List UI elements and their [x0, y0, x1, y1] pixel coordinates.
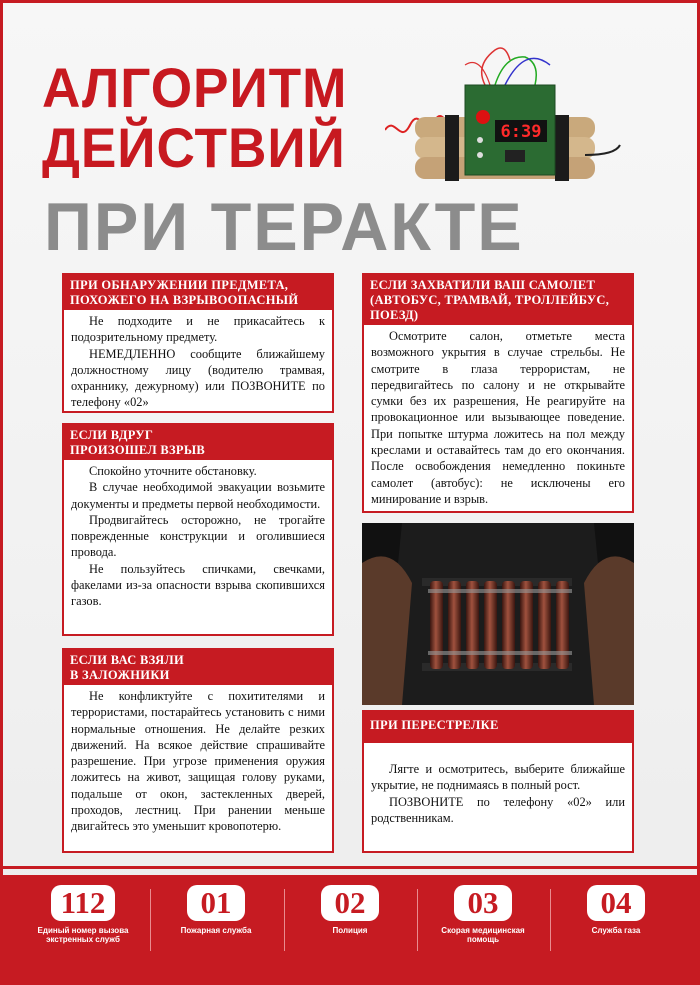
- hijack-text: Осмотрите салон, отметьте места возможного укрытия в случае стрельбы. Не смотрите в глаза террористам, не передвигайтесь по салону и не открывайте сумки без их разрешения, Не реагируйте на провокационное или вызывающее поведение. При попытке штурма ложитесь на пол между креслами и оставайтесь там до его окончания. После освобождения немедленно покиньте самолет (автобус): не исключены его минирование и взрыв.: [371, 329, 625, 506]
- hostage-heading: ЕСЛИ ВАС ВЗЯЛИ В ЗАЛОЖНИКИ: [64, 650, 332, 685]
- service-01: 01 Пожарная служба: [180, 885, 252, 935]
- bomb-timer-display: 6:39: [500, 122, 542, 142]
- suspicious-item-text-1: Не подходите и не прикасайтесь к подозрительному предмету.: [71, 314, 325, 345]
- shootout-text-2: ПОЗВОНИТЕ по телефону «02» или родственникам.: [371, 794, 625, 825]
- title-line-2: ДЕЙСТВИЙ: [42, 116, 346, 179]
- hostage-box: [62, 648, 334, 853]
- service-02: 02 Полиция: [290, 885, 410, 935]
- explosion-text-4: Не пользуйтесь спичками, свечками, факелами из-за опасности взрыва скопившихся газов.: [71, 561, 325, 609]
- suspicious-item-box: [62, 273, 334, 413]
- title-line-1: АЛГОРИТМ: [42, 56, 348, 119]
- emergency-numbers-footer: [3, 875, 697, 982]
- explosion-text-1: Спокойно уточните обстановку.: [89, 464, 257, 478]
- explosion-text-3: Продвигайтесь осторожно, не трогайте поврежденные конструкции и оголившиеся провода.: [71, 512, 325, 560]
- explosion-heading: ЕСЛИ ВДРУГ ПРОИЗОШЕЛ ВЗРЫВ: [64, 425, 332, 460]
- hostage-text: Не конфликтуйте с похитителями и террористами, постарайтесь установить с ними нормальные отношения. Не делайте резких движений. На всякое действие спрашивайте разрешение. При угрозе применения оружия ложитесь на живот, защищая голову руками, подальше от окон, застекленных дверей, проходов, лестниц. При ранении меньше двигайтесь это уменьшит кровопотерю.: [71, 689, 325, 834]
- hijack-box: [362, 273, 634, 513]
- explosion-box: [62, 423, 334, 636]
- time-bomb-illustration: [385, 45, 635, 195]
- footer-divider: [3, 866, 697, 869]
- shootout-text-1: Лягте и осмотритесь, выберите ближайше укрытие, не поднимаясь в полный рост.: [371, 762, 625, 793]
- shootout-heading: ПРИ ПЕРЕСТРЕЛКЕ: [364, 712, 632, 743]
- hijack-heading: ЕСЛИ ЗАХВАТИЛИ ВАШ САМОЛЕТ (АВТОБУС, ТРАМВАЙ, ТРОЛЛЕЙБУС, ПОЕЗД): [364, 275, 632, 325]
- explosion-text-2: В случае необходимой эвакуации возьмите документы и предметы первой необходимости.: [71, 480, 325, 511]
- service-03: 03 Скорая медицинская помощь: [441, 885, 525, 944]
- title-line-3: ПРИ ТЕРАКТЕ: [44, 189, 524, 265]
- explosive-belt-photo: [362, 523, 634, 705]
- suspicious-item-heading: ПРИ ОБНАРУЖЕНИИ ПРЕДМЕТА, ПОХОЖЕГО НА ВЗРЫВООПАСНЫЙ: [64, 275, 332, 310]
- shootout-box: [362, 710, 634, 853]
- service-04: 04 Служба газа: [556, 885, 676, 935]
- suspicious-item-text-2: НЕМЕДЛЕННО сообщите ближайшему должностному лицу (водителю трамвая, охраннику, дежурному) или ПОЗВОНИТЕ по телефону «02»: [71, 346, 325, 410]
- service-112: 112 Единый номер вызова экстренных служб: [37, 885, 129, 944]
